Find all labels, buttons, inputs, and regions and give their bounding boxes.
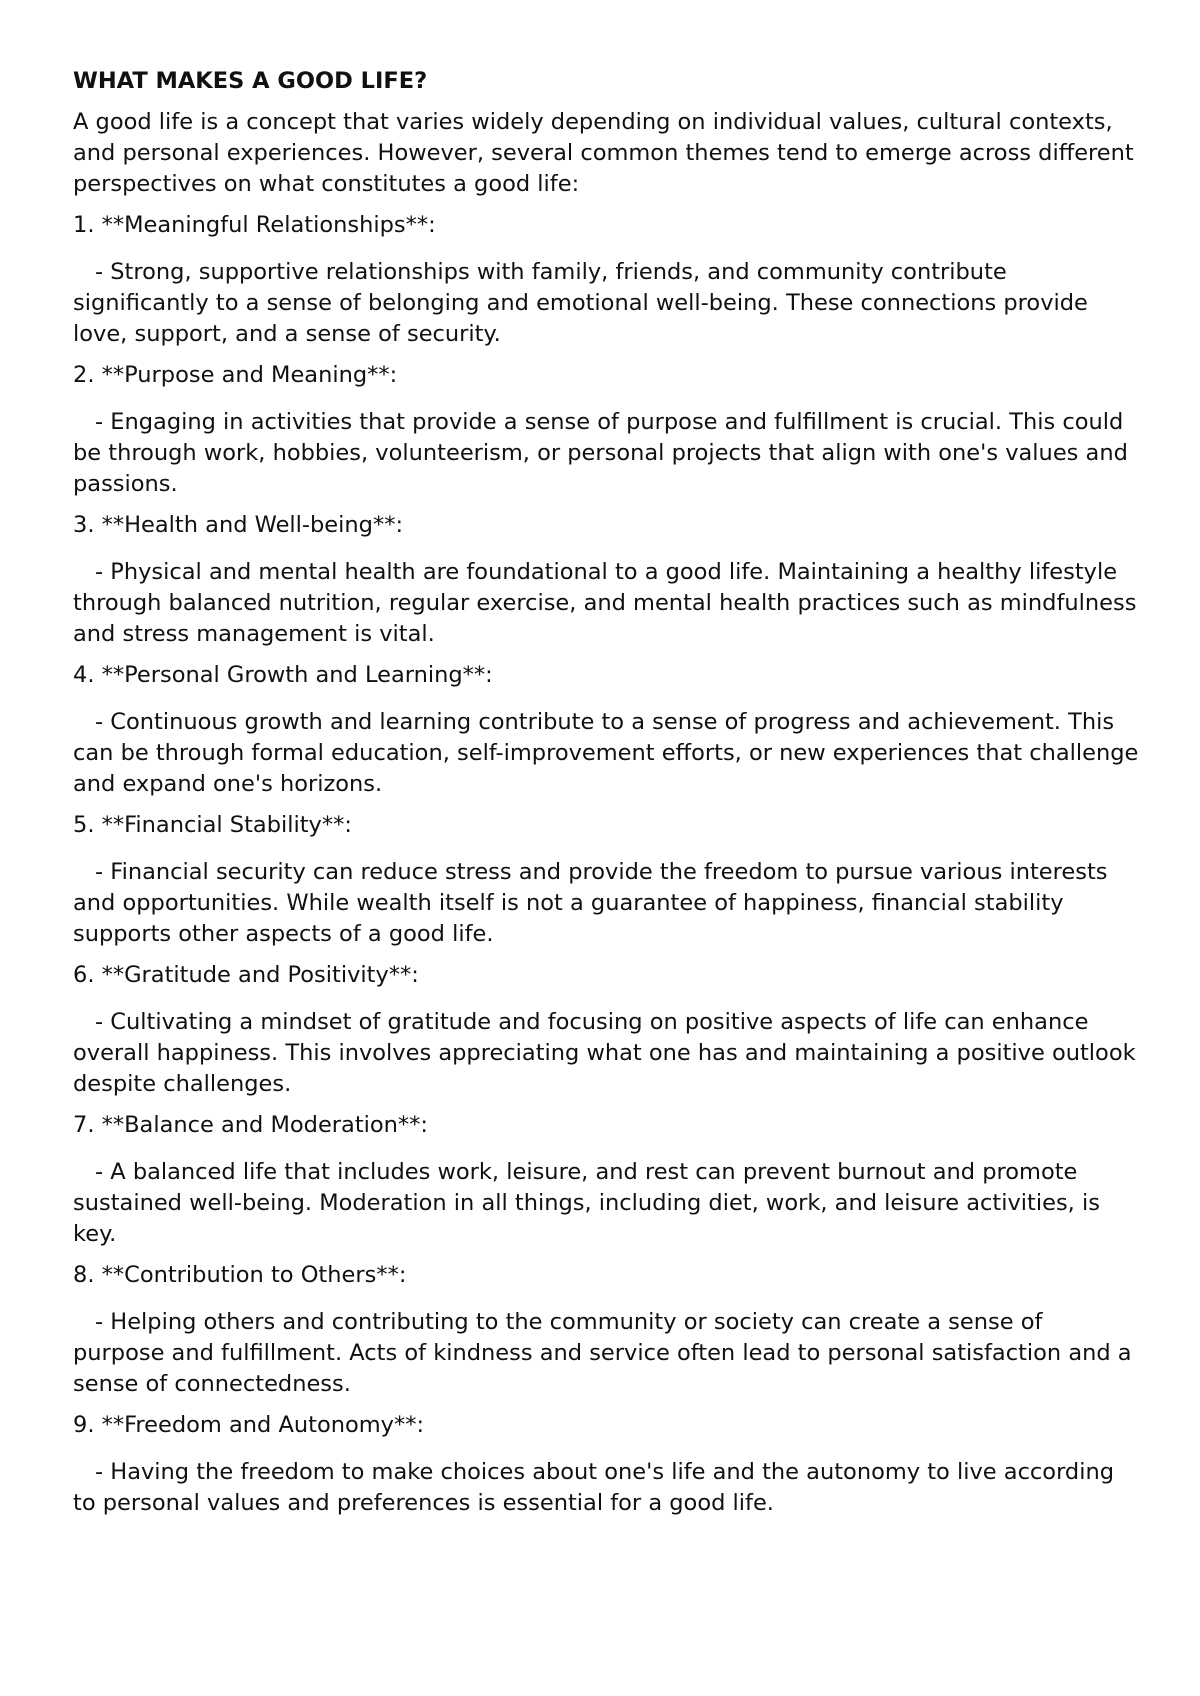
section-heading: 7. **Balance and Moderation**: <box>73 1112 429 1138</box>
section-heading: 1. **Meaningful Relationships**: <box>73 212 436 238</box>
intro-paragraph: A good life is a concept that varies widely depending on individual values, cultural contexts, and personal experiences. However, several common themes tend to emerge across different perspectives on what constitutes a good life: <box>73 109 1134 197</box>
section-heading: 4. **Personal Growth and Learning**: <box>73 662 493 688</box>
section-heading: 5. **Financial Stability**: <box>73 812 352 838</box>
section-balance-and-moderation <box>73 1110 1140 1250</box>
section-body: - A balanced life that includes work, leisure, and rest can prevent burnout and promote sustained well-being. Moderation in all things, including diet, work, and leisure activities, is key. <box>73 1159 1100 1247</box>
section-financial-stability <box>73 810 1140 950</box>
section-body: - Continuous growth and learning contribute to a sense of progress and achievement. This can be through formal education, self-improvement efforts, or new experiences that challenge and expand one's horizons. <box>73 709 1139 797</box>
section-body: - Strong, supportive relationships with family, friends, and community contribute significantly to a sense of belonging and emotional well-being. These connections provide love, support, and a sense of security. <box>73 259 1088 347</box>
section-health-and-well-being <box>73 510 1140 650</box>
section-personal-growth <box>73 660 1140 800</box>
section-heading: 6. **Gratitude and Positivity**: <box>73 962 419 988</box>
section-body: - Having the freedom to make choices about one's life and the autonomy to live according to personal values and preferences is essential for a good life. <box>73 1459 1115 1516</box>
section-contribution-to-others <box>73 1260 1140 1400</box>
section-body: - Physical and mental health are foundational to a good life. Maintaining a healthy lifestyle through balanced nutrition, regular exercise, and mental health practices such as mindfulness and stress management is vital. <box>73 559 1137 647</box>
section-body: - Financial security can reduce stress and provide the freedom to pursue various interests and opportunities. While wealth itself is not a guarantee of happiness, financial stability supports other aspects of a good life. <box>73 859 1108 947</box>
section-body: - Cultivating a mindset of gratitude and focusing on positive aspects of life can enhance overall happiness. This involves appreciating what one has and maintaining a positive outlook despite challenges. <box>73 1009 1136 1097</box>
section-meaningful-relationships <box>73 210 1140 350</box>
section-purpose-and-meaning <box>73 360 1140 500</box>
section-body: - Helping others and contributing to the community or society can create a sense of purpose and fulfillment. Acts of kindness and service often lead to personal satisfaction and a sense of connectedness. <box>73 1309 1132 1397</box>
section-heading: 9. **Freedom and Autonomy**: <box>73 1412 425 1438</box>
section-heading: 3. **Health and Well-being**: <box>73 512 404 538</box>
section-freedom-and-autonomy <box>73 1410 1140 1519</box>
section-body: - Engaging in activities that provide a sense of purpose and fulfillment is crucial. This could be through work, hobbies, volunteerism, or personal projects that align with one's values and passions. <box>73 409 1128 497</box>
section-heading: 2. **Purpose and Meaning**: <box>73 362 398 388</box>
document-title: WHAT MAKES A GOOD LIFE? <box>73 68 428 94</box>
section-gratitude-and-positivity <box>73 960 1140 1100</box>
section-heading: 8. **Contribution to Others**: <box>73 1262 407 1288</box>
